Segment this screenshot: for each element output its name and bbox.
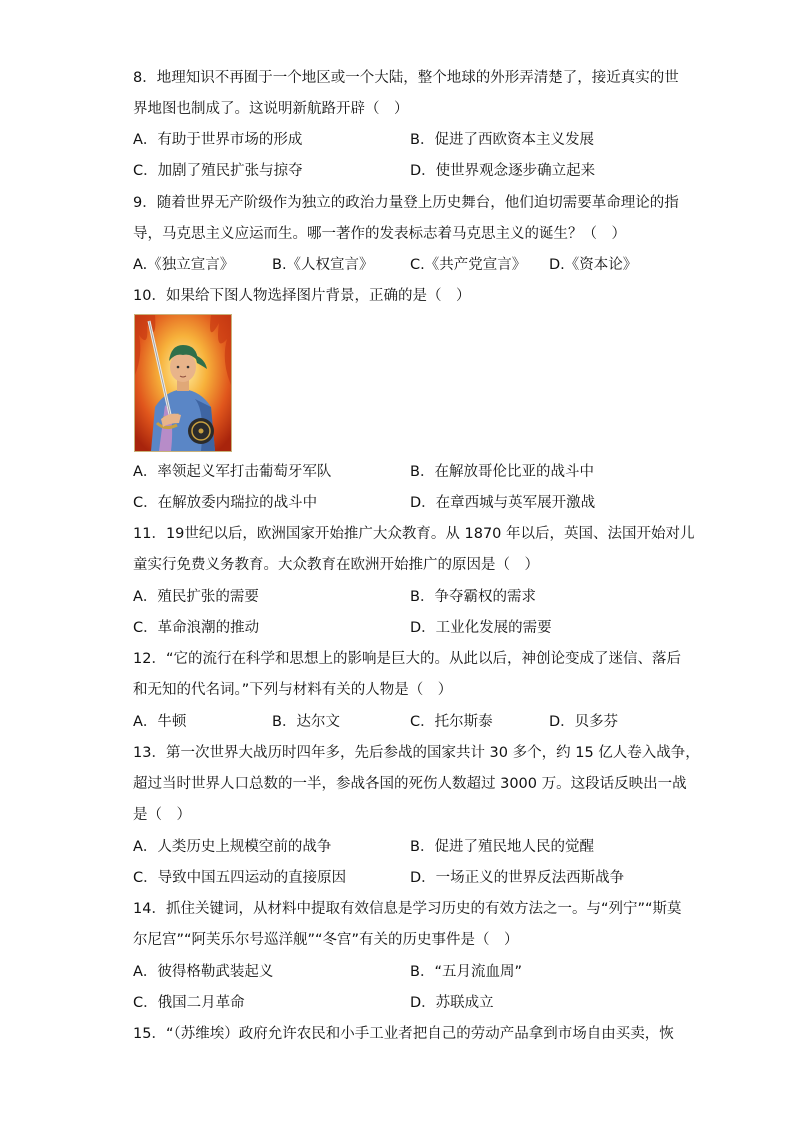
- q13-option-a[interactable]: A．人类历史上规模空前的战争: [133, 839, 332, 855]
- q11-option-d[interactable]: D．工业化发展的需要: [410, 620, 552, 636]
- q11-stem-line2: 童实行免费义务教育。大众教育在欧洲开始推广的原因是（ ）: [133, 557, 539, 573]
- q14-option-b[interactable]: B．“五月流血周”: [410, 964, 522, 980]
- q13-option-b[interactable]: B．促进了殖民地人民的觉醒: [410, 839, 594, 855]
- q13-stem-line3: 是（ ）: [133, 807, 191, 823]
- q14-stem-line2: 尔尼宫”“阿芙乐尔号巡洋舰”“冬宫”有关的历史事件是（ ）: [133, 932, 519, 948]
- q10-option-b[interactable]: B．在解放哥伦比亚的战斗中: [410, 464, 594, 480]
- q8-option-a[interactable]: A．有助于世界市场的形成: [133, 132, 303, 148]
- q13-stem-line2: 超过当时世界人口总数的一半，参战各国的死伤人数超过 3000 万。这段话反映出一战: [133, 776, 687, 792]
- q12-stem-line2: 和无知的代名词。”下列与材料有关的人物是（ ）: [133, 682, 453, 698]
- q9-option-a[interactable]: A.《独立宣言》: [133, 257, 235, 273]
- q15-stem-line1: 15．“（苏维埃）政府允许农民和小手工业者把自己的劳动产品拿到市场自由买卖，恢: [133, 1026, 674, 1042]
- q8-option-c[interactable]: C．加剧了殖民扩张与掠夺: [133, 163, 303, 179]
- q11-option-c[interactable]: C．革命浪潮的推动: [133, 620, 260, 636]
- q12-option-a[interactable]: A．牛顿: [133, 714, 187, 730]
- q9-option-d[interactable]: D.《资本论》: [549, 257, 638, 273]
- q13-option-c[interactable]: C．导致中国五四运动的直接原因: [133, 870, 347, 886]
- q13-stem-line1: 13．第一次世界大战历时四年多，先后参战的国家共计 30 多个，约 15 亿人卷入战争，: [133, 745, 700, 761]
- q8-stem-line2: 界地图也制成了。这说明新航路开辟（ ）: [133, 101, 409, 117]
- q10-figure-warrior-portrait: [134, 314, 232, 452]
- q11-option-b[interactable]: B．争夺霸权的需求: [410, 589, 536, 605]
- q8-option-b[interactable]: B．促进了西欧资本主义发展: [410, 132, 594, 148]
- q12-option-b[interactable]: B．达尔文: [272, 714, 340, 730]
- q14-option-d[interactable]: D．苏联成立: [410, 995, 494, 1011]
- q9-stem-line1: 9．随着世界无产阶级作为独立的政治力量登上历史舞台，他们迫切需要革命理论的指: [133, 195, 679, 211]
- q10-option-a[interactable]: A．率领起义军打击葡萄牙军队: [133, 464, 332, 480]
- q9-option-b[interactable]: B.《人权宣言》: [272, 257, 374, 273]
- q12-stem-line1: 12．“它的流行在科学和思想上的影响是巨大的。从此以后，神创论变成了迷信、落后: [133, 651, 681, 667]
- q11-stem-line1: 11．19世纪以后，欧洲国家开始推广大众教育。从 1870 年以后，英国、法国开始对儿: [133, 526, 695, 542]
- warrior-illustration-icon: [135, 315, 231, 451]
- q14-option-a[interactable]: A．彼得格勒武装起义: [133, 964, 274, 980]
- q9-option-c[interactable]: C.《共产党宣言》: [410, 257, 527, 273]
- q14-stem-line1: 14．抓住关键词，从材料中提取有效信息是学习历史的有效方法之一。与“列宁”“斯莫: [133, 901, 682, 917]
- q8-option-d[interactable]: D．使世界观念逐步确立起来: [410, 163, 596, 179]
- q8-stem-line1: 8．地理知识不再囿于一个地区或一个大陆，整个地球的外形弄清楚了，接近真实的世: [133, 70, 679, 86]
- q10-stem-line1: 10．如果给下图人物选择图片背景，正确的是（ ）: [133, 288, 471, 304]
- q10-option-d[interactable]: D．在章西城与英军展开激战: [410, 495, 596, 511]
- q9-stem-line2: 导，马克思主义应运而生。哪一著作的发表标志着马克思主义的诞生？（ ）: [133, 226, 626, 242]
- q13-option-d[interactable]: D．一场正义的世界反法西斯战争: [410, 870, 625, 886]
- q14-option-c[interactable]: C．俄国二月革命: [133, 995, 245, 1011]
- q12-option-c[interactable]: C．托尔斯泰: [410, 714, 493, 730]
- q10-option-c[interactable]: C．在解放委内瑞拉的战斗中: [133, 495, 318, 511]
- q11-option-a[interactable]: A．殖民扩张的需要: [133, 589, 259, 605]
- q12-option-d[interactable]: D．贝多芬: [549, 714, 619, 730]
